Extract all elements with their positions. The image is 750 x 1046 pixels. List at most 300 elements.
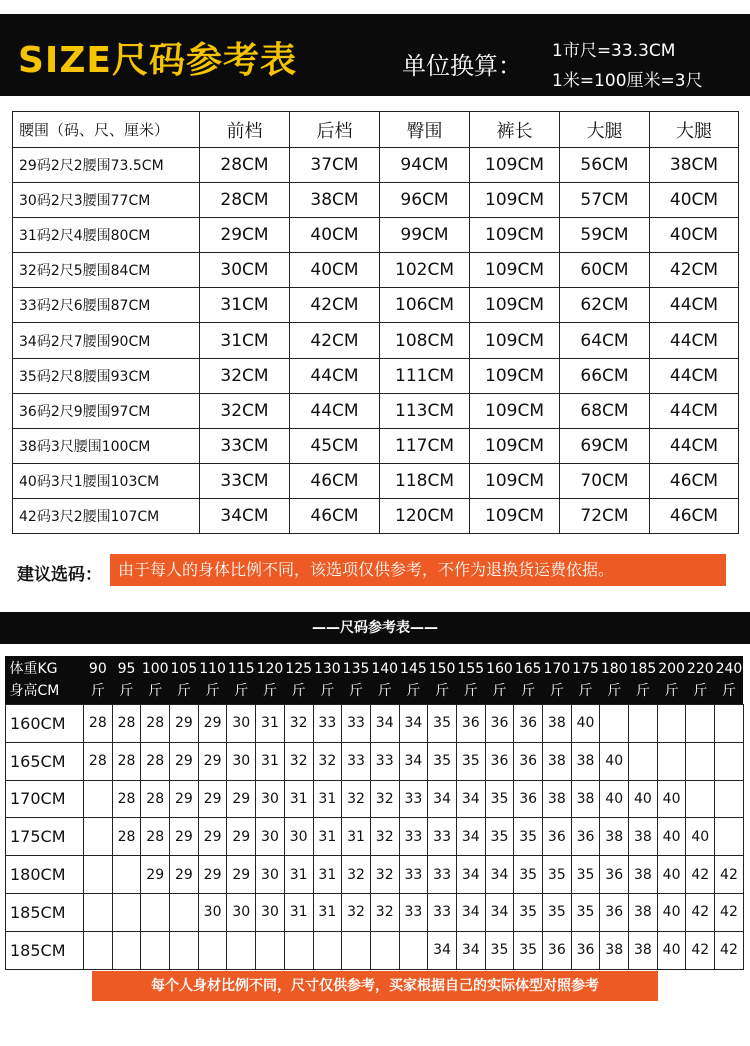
weight-unit: 斤 [349,683,364,699]
weight-value: 185 [629,661,657,677]
header-banner [0,14,750,96]
size-cell: 33 [399,893,428,931]
size-table-row [13,323,739,358]
size-cell: 33 [428,856,457,894]
height-cell: 170CM [6,780,84,818]
size-table-cell: 118CM [380,463,470,498]
weight-value: 165 [514,661,542,677]
size-cell: 29 [141,856,170,894]
size-table-cell: 99CM [380,218,470,253]
weight-value: 115 [227,661,255,677]
size-table-cell: 31码2尺4腰围80CM [13,218,200,253]
weight-unit: 斤 [119,683,134,699]
weight-unit: 斤 [262,683,277,699]
size-table-cell: 60CM [560,253,650,288]
size-cell: 34 [456,780,485,818]
size-cell: 38 [629,931,658,969]
size-table-cell: 38CM [650,148,739,183]
size-table-cell: 28CM [200,148,290,183]
size-table-header-cell: 大腿 [560,112,650,148]
size-cell [370,931,399,969]
size-table-header-cell: 后档 [290,112,380,148]
size-table-cell: 33CM [200,463,290,498]
weight-header-cell [399,656,428,705]
size-cell: 40 [571,705,600,743]
size-cell [84,931,113,969]
height-cell: 180CM [6,856,84,894]
height-cell: 175CM [6,818,84,856]
size-table-cell: 46CM [650,498,739,533]
size-cell: 38 [600,931,629,969]
size-table-cell: 56CM [560,148,650,183]
size-table-cell: 30码2尺3腰围77CM [13,183,200,218]
weight-value: 125 [285,661,313,677]
size-cell: 34 [456,893,485,931]
size-cell: 40 [657,856,686,894]
size-cell: 30 [256,780,285,818]
size-table-cell: 109CM [470,393,560,428]
size-table-cell: 108CM [380,323,470,358]
size-cell: 31 [284,780,313,818]
weight-value: 175 [572,661,599,677]
size-cell [84,818,113,856]
height-row [6,780,744,818]
corner-header-cell [6,656,84,705]
size-table-cell: 96CM [380,183,470,218]
size-table-cell: 44CM [650,288,739,323]
size-cell [84,856,113,894]
weight-value: 95 [117,661,136,677]
suggestion-note: 由于每人的身体比例不同，该选项仅供参考，不作为退换货运费依据。 [110,554,726,586]
weight-axis-label: 体重KG [9,661,58,677]
size-cell: 35 [485,818,514,856]
size-cell: 29 [198,742,227,780]
page-title: SIZE尺码参考表 [18,40,298,81]
size-cell: 42 [686,893,715,931]
size-cell: 32 [370,856,399,894]
size-cell: 42 [715,893,744,931]
size-cell: 40 [657,818,686,856]
size-cell: 36 [514,780,543,818]
size-cell: 35 [514,893,543,931]
size-cell [629,705,658,743]
size-cell: 34 [456,856,485,894]
size-cell [715,705,744,743]
weight-header-cell [657,656,686,705]
weight-unit: 斤 [205,683,220,699]
size-cell: 31 [256,705,285,743]
size-table-cell: 29CM [200,218,290,253]
size-cell: 34 [485,856,514,894]
weight-header-cell [456,656,485,705]
height-cell: 185CM [6,893,84,931]
size-cell: 33 [399,818,428,856]
size-cell: 33 [313,705,342,743]
size-cell: 38 [543,705,572,743]
weight-unit: 斤 [549,683,564,699]
size-table-cell: 109CM [470,148,560,183]
size-cell: 36 [485,705,514,743]
size-cell [170,893,199,931]
weight-unit: 斤 [664,683,679,699]
size-cell [629,742,658,780]
weight-value: 135 [342,661,370,677]
size-table-cell: 46CM [290,463,380,498]
weight-unit: 斤 [635,683,650,699]
size-table-cell: 66CM [560,358,650,393]
size-cell: 36 [514,705,543,743]
size-table-cell: 57CM [560,183,650,218]
size-cell [715,780,744,818]
weight-header-cell [227,656,256,705]
height-row [6,856,744,894]
height-cell: 165CM [6,742,84,780]
size-table-cell: 46CM [290,498,380,533]
weight-value: 220 [686,661,714,677]
weight-unit: 斤 [521,683,536,699]
size-cell: 30 [227,893,256,931]
size-table-cell: 44CM [650,393,739,428]
size-table-cell: 37CM [290,148,380,183]
size-cell: 35 [485,931,514,969]
size-table-cell: 35码2尺8腰围93CM [13,358,200,393]
size-cell: 34 [428,780,457,818]
size-table-cell: 34CM [200,498,290,533]
weight-header-cell [543,656,572,705]
size-cell [686,742,715,780]
size-cell: 28 [141,780,170,818]
size-table-cell: 36码2尺9腰围97CM [13,393,200,428]
size-table-cell: 33CM [200,428,290,463]
size-cell: 29 [198,780,227,818]
size-cell: 35 [571,856,600,894]
size-cell: 38 [543,742,572,780]
size-table-cell: 40CM [290,253,380,288]
size-cell: 36 [600,893,629,931]
weight-unit: 斤 [693,683,708,699]
size-table-row [13,498,739,533]
size-cell: 35 [428,705,457,743]
weight-unit: 斤 [578,683,593,699]
weight-value: 105 [170,661,198,677]
size-table-header-cell: 大腿 [650,112,739,148]
size-cell: 42 [686,856,715,894]
size-cell [84,893,113,931]
size-cell: 31 [313,818,342,856]
size-table-cell: 30CM [200,253,290,288]
size-table-row [13,253,739,288]
size-table-cell: 44CM [290,358,380,393]
suggestion-label: 建议选码： [17,565,102,585]
size-table-cell: 109CM [470,183,560,218]
size-table-cell: 31CM [200,323,290,358]
size-table-cell: 44CM [650,358,739,393]
size-table-cell: 42码3尺2腰围107CM [13,498,200,533]
weight-header-cell [141,656,170,705]
size-cell [686,780,715,818]
unit-conversion-line-1: 1市尺=33.3CM [552,41,676,61]
weight-value: 200 [658,661,685,677]
size-table-cell: 109CM [470,288,560,323]
size-cell: 30 [256,893,285,931]
size-cell [313,931,342,969]
size-cell: 33 [342,742,371,780]
weight-unit: 斤 [148,683,163,699]
size-cell: 31 [284,856,313,894]
size-cell: 36 [543,931,572,969]
size-cell: 35 [543,856,572,894]
size-table-cell: 64CM [560,323,650,358]
size-table-cell: 32CM [200,393,290,428]
size-cell: 33 [399,780,428,818]
weight-unit: 斤 [406,683,421,699]
size-table-cell: 46CM [650,463,739,498]
size-table-cell: 109CM [470,358,560,393]
weight-value: 160 [486,661,513,677]
size-cell: 28 [141,742,170,780]
weight-unit: 斤 [435,683,450,699]
weight-header-cell [342,656,371,705]
height-row [6,893,744,931]
weight-header-cell [428,656,457,705]
size-table-row [13,218,739,253]
size-cell: 31 [284,893,313,931]
size-table-cell: 109CM [470,463,560,498]
size-cell: 29 [227,856,256,894]
size-table [12,111,739,534]
size-cell: 30 [227,742,256,780]
size-cell: 32 [284,705,313,743]
size-cell: 32 [313,742,342,780]
size-table-header-row [13,112,739,148]
size-cell: 29 [170,705,199,743]
size-cell: 29 [198,818,227,856]
size-table-cell: 94CM [380,148,470,183]
size-cell [284,931,313,969]
size-table-cell: 109CM [470,498,560,533]
size-cell: 35 [543,893,572,931]
size-cell [112,856,141,894]
weight-value: 140 [371,661,399,677]
weight-unit: 斤 [176,683,191,699]
size-cell: 31 [313,780,342,818]
size-cell: 31 [342,818,371,856]
size-cell: 29 [170,856,199,894]
size-cell: 28 [112,780,141,818]
weight-header-cell [198,656,227,705]
size-cell: 32 [370,818,399,856]
size-table-cell: 40CM [290,218,380,253]
size-table-cell: 62CM [560,288,650,323]
weight-unit: 斤 [492,683,507,699]
footer-note: 每个人身材比例不同，尺寸仅供参考，买家根据自己的实际体型对照参考 [92,971,658,1001]
size-table-cell: 40CM [650,218,739,253]
weight-header-cell [715,656,744,705]
size-table-row [13,463,739,498]
size-table-cell: 38码3尺腰围100CM [13,428,200,463]
size-table-cell: 117CM [380,428,470,463]
weight-header-cell [629,656,658,705]
size-cell: 29 [170,780,199,818]
size-table-cell: 120CM [380,498,470,533]
size-cell: 40 [657,780,686,818]
weight-unit: 斤 [291,683,306,699]
size-table-header-cell: 前档 [200,112,290,148]
size-table-cell: 44CM [650,323,739,358]
size-cell [141,893,170,931]
weight-header-cell [112,656,141,705]
size-cell: 40 [600,780,629,818]
size-cell: 38 [543,780,572,818]
size-cell: 32 [342,893,371,931]
size-table-cell: 42CM [650,253,739,288]
size-cell: 36 [456,705,485,743]
size-cell: 38 [571,780,600,818]
size-cell: 30 [284,818,313,856]
size-table-cell: 109CM [470,428,560,463]
height-cell: 160CM [6,705,84,743]
weight-value: 150 [428,661,456,677]
size-cell: 29 [170,742,199,780]
weight-value: 155 [457,661,485,677]
weight-value: 240 [715,661,743,677]
size-cell: 32 [370,780,399,818]
height-weight-table [5,656,744,970]
size-table-cell: 59CM [560,218,650,253]
size-cell: 30 [227,705,256,743]
size-cell [657,742,686,780]
weight-header-cell [485,656,514,705]
size-cell: 42 [715,856,744,894]
size-cell [112,931,141,969]
size-cell: 31 [256,742,285,780]
size-cell: 28 [84,705,113,743]
size-cell: 29 [227,780,256,818]
size-cell: 34 [456,818,485,856]
weight-header-cell [284,656,313,705]
chart-section-title: ——尺码参考表—— [0,612,750,644]
size-cell: 34 [370,705,399,743]
weight-header-cell [686,656,715,705]
size-cell: 32 [342,856,371,894]
size-cell: 38 [629,893,658,931]
size-cell: 32 [342,780,371,818]
size-table-header-cell: 裤长 [470,112,560,148]
weight-value: 170 [543,661,571,677]
size-cell: 35 [514,818,543,856]
size-cell: 28 [141,705,170,743]
size-cell: 36 [543,818,572,856]
size-cell [141,931,170,969]
size-table-cell: 44CM [290,393,380,428]
size-table-cell: 40CM [650,183,739,218]
size-table-cell: 29码2尺2腰围73.5CM [13,148,200,183]
size-table-cell: 42CM [290,323,380,358]
size-cell: 34 [456,931,485,969]
size-table-cell: 106CM [380,288,470,323]
size-cell [342,931,371,969]
weight-header-cell [600,656,629,705]
size-cell: 33 [370,742,399,780]
size-cell: 28 [112,742,141,780]
size-table-cell: 70CM [560,463,650,498]
size-cell: 38 [600,818,629,856]
size-table-row [13,393,739,428]
size-cell: 29 [170,818,199,856]
size-cell: 31 [313,856,342,894]
size-table-cell: 109CM [470,323,560,358]
size-cell: 35 [456,742,485,780]
height-row [6,818,744,856]
size-table-cell: 45CM [290,428,380,463]
size-cell: 40 [629,780,658,818]
size-cell: 35 [485,780,514,818]
size-table-cell: 109CM [470,218,560,253]
size-table-cell: 111CM [380,358,470,393]
size-table-header-cell: 臀围 [380,112,470,148]
height-cell: 185CM [6,931,84,969]
weight-value: 145 [400,661,427,677]
size-cell [686,705,715,743]
weight-unit: 斤 [234,683,249,699]
size-cell: 40 [686,818,715,856]
weight-header-cell [370,656,399,705]
size-table-header-cell: 腰围（码、尺、厘米） [13,112,200,148]
weight-header-cell [170,656,199,705]
weight-unit: 斤 [320,683,335,699]
size-table-row [13,148,739,183]
size-cell: 31 [313,893,342,931]
size-cell [399,931,428,969]
size-table-row [13,358,739,393]
size-cell: 36 [600,856,629,894]
weight-unit: 斤 [377,683,392,699]
size-cell: 29 [227,818,256,856]
size-cell [112,893,141,931]
size-cell: 36 [514,742,543,780]
weight-unit: 斤 [721,683,736,699]
size-cell: 34 [399,705,428,743]
size-table-row [13,428,739,463]
size-cell: 42 [686,931,715,969]
size-cell: 40 [600,742,629,780]
size-cell: 38 [629,818,658,856]
size-cell: 35 [514,856,543,894]
size-cell [227,931,256,969]
size-cell: 29 [198,856,227,894]
size-cell: 30 [256,818,285,856]
size-table-row [13,288,739,323]
height-row [6,931,744,969]
size-cell [84,780,113,818]
size-cell: 33 [399,856,428,894]
size-table-cell: 38CM [290,183,380,218]
size-cell: 28 [112,818,141,856]
size-table-cell: 32CM [200,358,290,393]
size-cell: 40 [657,931,686,969]
size-cell: 29 [198,705,227,743]
size-table-cell: 32码2尺5腰围84CM [13,253,200,288]
size-cell: 28 [84,742,113,780]
unit-conversion-line-2: 1米=100厘米=3尺 [552,71,703,91]
size-table-cell: 102CM [380,253,470,288]
weight-header-row [6,656,744,705]
size-cell: 33 [342,705,371,743]
size-cell: 30 [198,893,227,931]
size-cell [170,931,199,969]
height-row [6,705,744,743]
size-cell [715,742,744,780]
